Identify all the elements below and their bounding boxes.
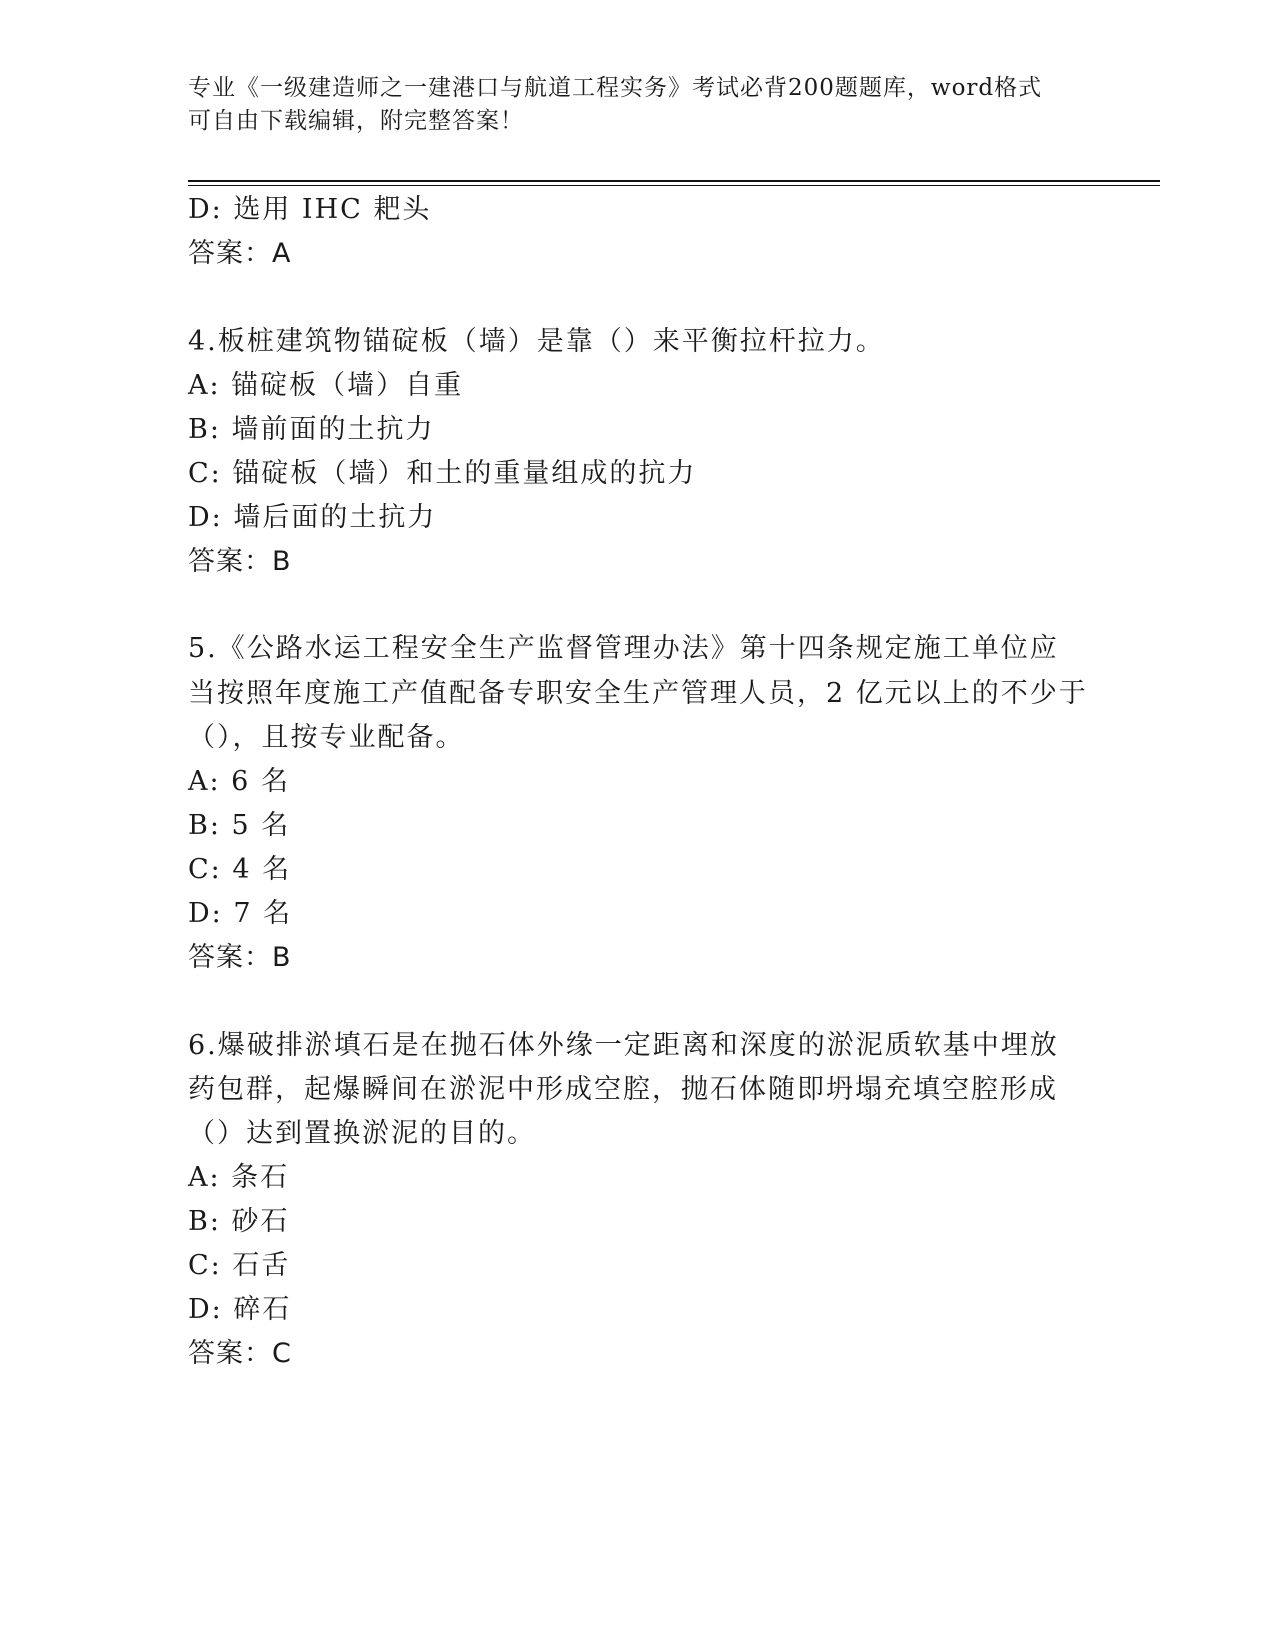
q3-option-d: D: 选用 IHC 耙头 <box>188 194 432 225</box>
q5-option-b: B: 5 名 <box>188 810 291 841</box>
q4-option-a: A: 锚碇板（墙）自重 <box>188 370 464 401</box>
document-header <box>188 72 1068 138</box>
header-line-2: 可自由下载编辑，附完整答案！ <box>188 108 524 134</box>
q5-answer: 答案：B <box>188 942 292 973</box>
q6-option-a: A: 条石 <box>188 1162 290 1193</box>
q4-option-d: D: 墙后面的土抗力 <box>188 502 437 533</box>
q5-stem-line-1: 5.《公路水运工程安全生产监督管理办法》第十四条规定施工单位应 <box>188 633 1059 664</box>
q3-answer: 答案：A <box>188 238 292 269</box>
q4-stem: 4.板桩建筑物锚碇板（墙）是靠（）来平衡拉杆拉力。 <box>188 326 885 357</box>
header-rule-thick <box>188 180 1160 182</box>
q6-option-c: C: 石舌 <box>188 1250 291 1281</box>
header-rule-thin <box>188 185 1160 186</box>
q6-option-b: B: 砂石 <box>188 1206 290 1237</box>
q6-option-d: D: 碎石 <box>188 1294 292 1325</box>
q4-option-c: C: 锚碇板（墙）和土的重量组成的抗力 <box>188 458 697 489</box>
q5-option-c: C: 4 名 <box>188 854 292 885</box>
q5-option-d: D: 7 名 <box>188 898 293 929</box>
q6-stem-line-2: 药包群，起爆瞬间在淤泥中形成空腔，抛石体随即坍塌充填空腔形成 <box>188 1074 1058 1105</box>
header-line-1: 专业《一级建造师之一建港口与航道工程实务》考试必背200题题库，word格式 <box>188 75 1043 101</box>
q5-option-a: A: 6 名 <box>188 766 290 797</box>
q6-stem-line-1: 6.爆破排淤填石是在抛石体外缘一定距离和深度的淤泥质软基中埋放 <box>188 1030 1059 1061</box>
q4-answer: 答案：B <box>188 546 292 577</box>
q5-stem-line-3: （），且按专业配备。 <box>188 722 465 753</box>
q4-option-b: B: 墙前面的土抗力 <box>188 414 435 445</box>
q6-stem-line-3: （）达到置换淤泥的目的。 <box>188 1118 536 1149</box>
q5-stem-line-2: 当按照年度施工产值配备专职安全生产管理人员，2 亿元以上的不少于 <box>188 678 1088 709</box>
q6-answer: 答案：C <box>188 1338 292 1369</box>
